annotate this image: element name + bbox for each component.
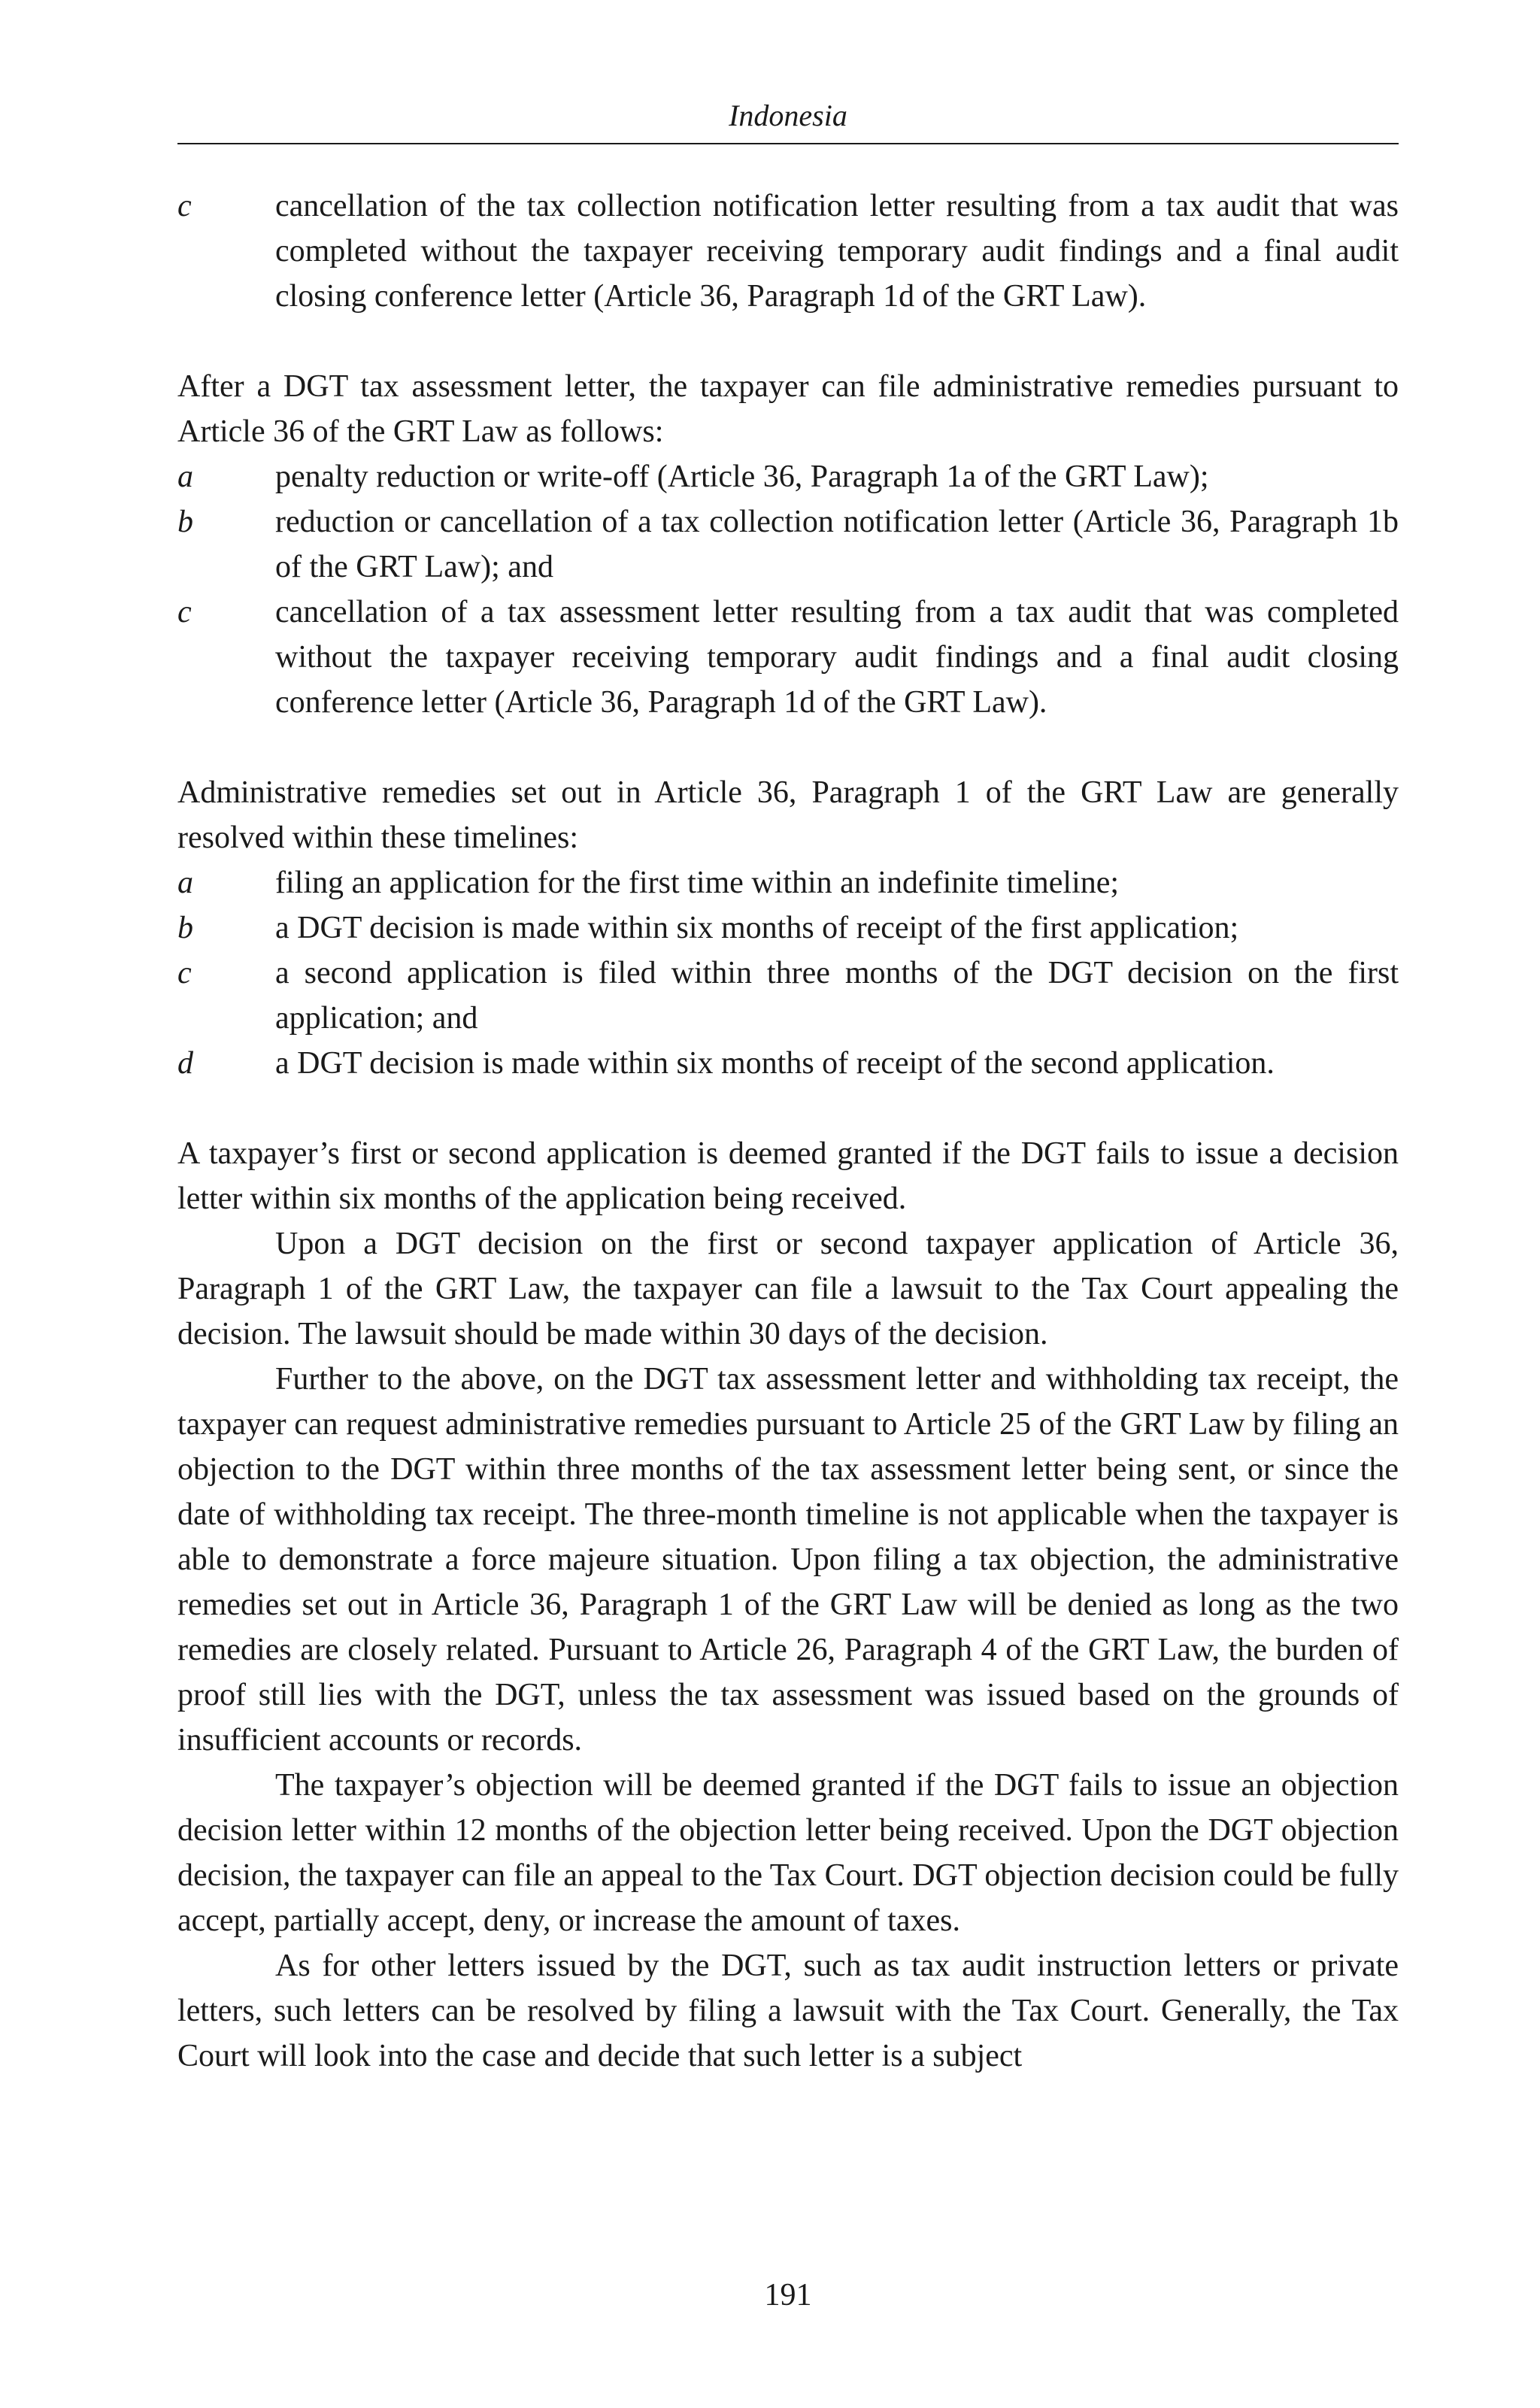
- list-item: [177, 454, 1399, 499]
- page-number: 191: [764, 2278, 812, 2312]
- list-item-label: b: [177, 911, 193, 945]
- list-item: [177, 183, 1399, 319]
- list-item-label: a: [177, 866, 193, 900]
- list-item-text: filing an application for the first time within an indefinite timeline;: [275, 866, 1120, 900]
- paragraph: As for other letters issued by the DGT, such as tax audit instruction letters or private letters, such letters can be resolved by filing a lawsuit with the Tax Court. Generally, the Tax Court will look into the case and decide that such letter is a subject: [177, 1949, 1399, 2073]
- list-item: [177, 860, 1399, 905]
- running-header: Indonesia: [729, 99, 847, 132]
- paragraph-gap: [177, 1086, 1399, 1131]
- list-item: [177, 499, 1399, 590]
- book-page: [177, 0, 1399, 2408]
- list-item-text: a DGT decision is made within six months of receipt of the first application;: [275, 911, 1239, 945]
- list-item-text: penalty reduction or write-off (Article 36, Paragraph 1a of the GRT Law);: [275, 459, 1209, 494]
- list-item-label: a: [177, 459, 193, 494]
- paragraph: A taxpayer’s first or second application is deemed granted if the DGT fails to issue a decision letter within six months of the application being received.: [177, 1136, 1399, 1216]
- list-item-text: reduction or cancellation of a tax collection notification letter (Article 36, Paragraph 1b of the GRT Law); and: [275, 505, 1399, 584]
- list-item-label: b: [177, 505, 193, 539]
- list-item-label: c: [177, 956, 192, 990]
- list-item-text: a DGT decision is made within six months of receipt of the second application.: [275, 1046, 1275, 1081]
- header-rule: [177, 143, 1399, 144]
- paragraph: The taxpayer’s objection will be deemed granted if the DGT fails to issue an objection decision letter within 12 months of the objection letter being received. Upon the DGT objection decision, the taxpayer can file an appeal to the Tax Court. DGT objection decision could be fully accept, partially accept, deny, or increase the amount of taxes.: [177, 1768, 1399, 1938]
- paragraph: Further to the above, on the DGT tax assessment letter and withholding tax receipt, the taxpayer can request administrative remedies pursuant to Article 25 of the GRT Law by filing an objection to the DGT within three months of the tax assessment letter being sent, or since the date of withholding tax receipt. The three-month timeline is not applicable when the taxpayer is able to demonstrate a force majeure situation. Upon filing a tax objection, the administrative remedies set out in Article 36, Paragraph 1 of the GRT Law will be denied as long as the two remedies are closely related. Pursuant to Article 26, Paragraph 4 of the GRT Law, the burden of proof still lies with the DGT, unless the tax assessment was issued based on the grounds of insufficient accounts or records.: [177, 1362, 1399, 1757]
- paragraph-gap: [177, 319, 1399, 364]
- list-item-text: cancellation of the tax collection notification letter resulting from a tax audit that was completed without the taxpayer receiving temporary audit findings and a final audit closing conference letter (Article 36, Paragraph 1d of the GRT Law).: [275, 189, 1399, 314]
- list-item-label: d: [177, 1046, 193, 1081]
- list-item-text: a second application is filed within three months of the DGT decision on the first application; and: [275, 956, 1399, 1036]
- paragraph: Upon a DGT decision on the first or second taxpayer application of Article 36, Paragraph 1 of the GRT Law, the taxpayer can file a lawsuit to the Tax Court appealing the decision. The lawsuit should be made within 30 days of the decision.: [177, 1227, 1399, 1351]
- list-item-text: cancellation of a tax assessment letter resulting from a tax audit that was completed without the taxpayer receiving temporary audit findings and a final audit closing conference letter (Article 36, Paragraph 1d of the GRT Law).: [275, 595, 1399, 720]
- list-item: [177, 905, 1399, 951]
- list-item-label: c: [177, 595, 192, 629]
- paragraph-gap: [177, 725, 1399, 770]
- list-item: [177, 1041, 1399, 1086]
- page-body: [177, 183, 1399, 2079]
- paragraph: Administrative remedies set out in Article 36, Paragraph 1 of the GRT Law are generally resolved within these timelines:: [177, 775, 1399, 855]
- list-item: [177, 951, 1399, 1041]
- list-item-label: c: [177, 189, 192, 223]
- list-item: [177, 590, 1399, 725]
- paragraph: After a DGT tax assessment letter, the taxpayer can file administrative remedies pursuant to Article 36 of the GRT Law as follows:: [177, 369, 1399, 449]
